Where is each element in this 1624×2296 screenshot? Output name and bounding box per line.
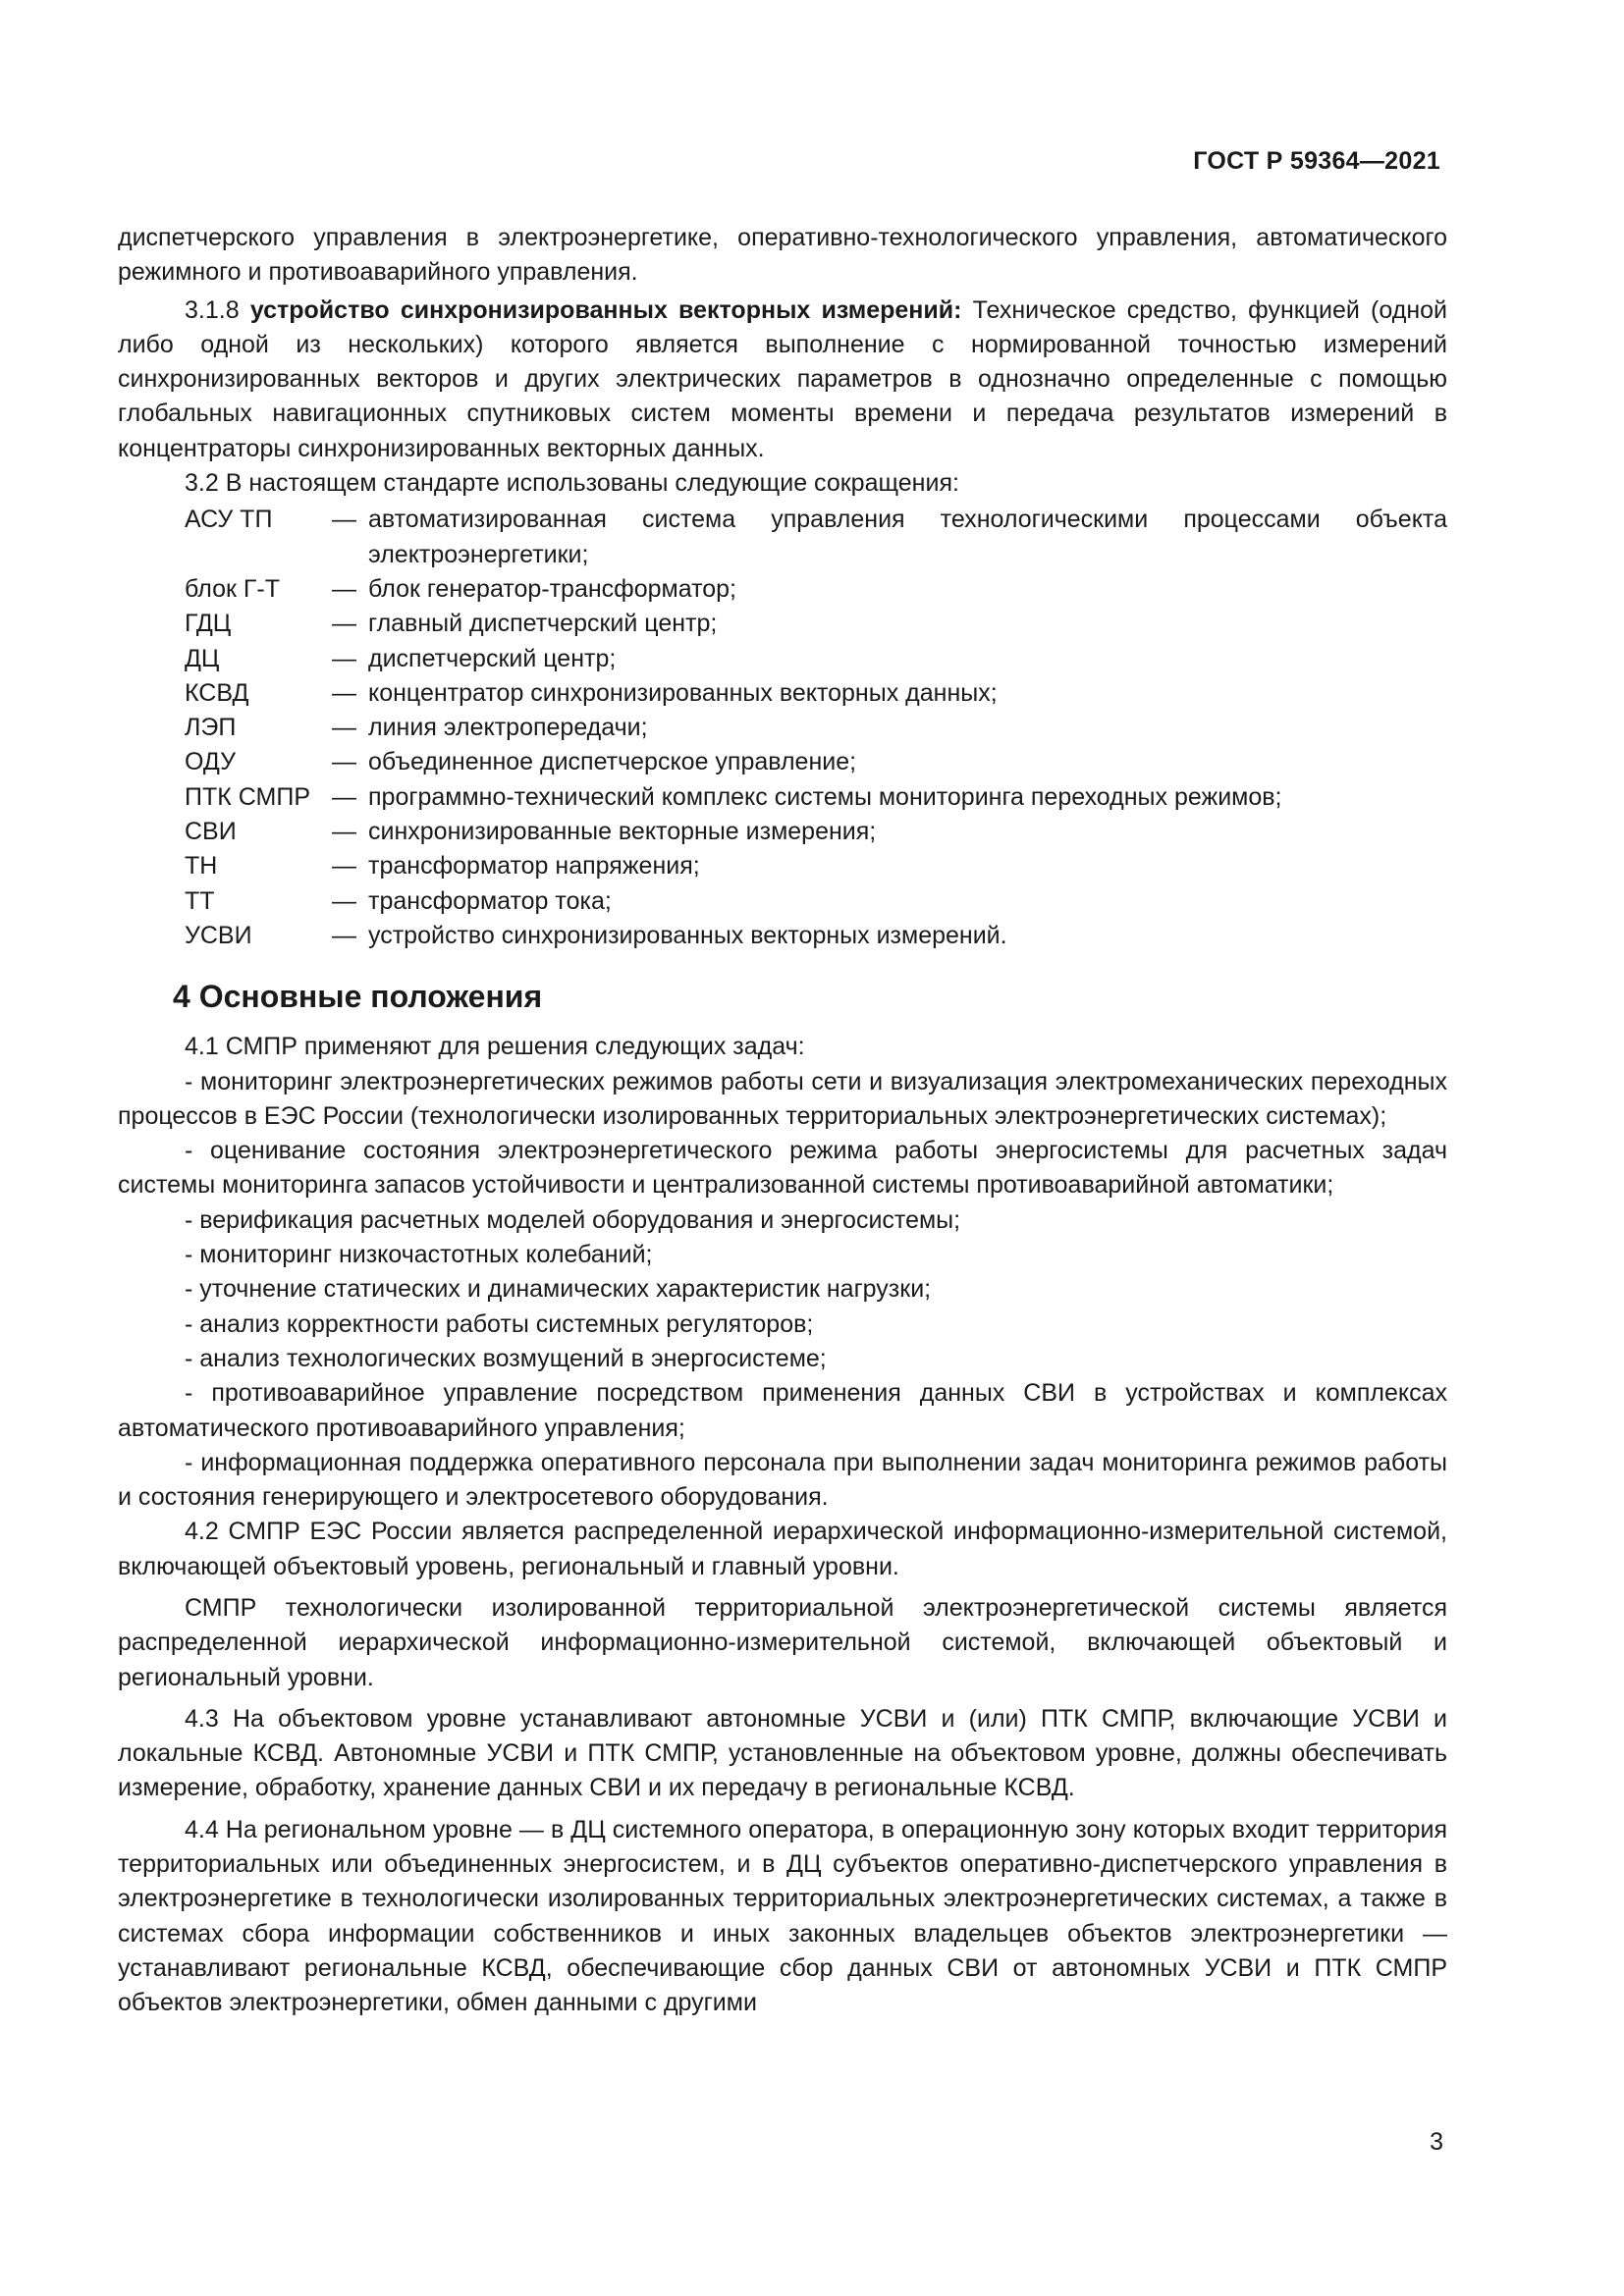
abbreviation-definition: главный диспетчерский центр; bbox=[368, 610, 718, 638]
paragraph-4-4: 4.4 На региональном уровне — в ДЦ системного оператора, в операционную зону которых входит территория территориальных или объединенных энергосистем, и в ДЦ субъектов оперативно-диспетчерского управления в электроэнергетике в технологически изолированных территориальных электроэнергетических системах, а также в системах сбора информации собственников и иных законных владельцев объектов электроэнергетики — устанавливают региональные КСВД, обеспечивающие сбор данных СВИ от автономных УСВИ и ПТК СМПР объектов электроэнергетики, обмен данными с другими bbox=[118, 1815, 1447, 2017]
abbreviation-dash: — bbox=[332, 748, 356, 776]
abbreviation-code: СВИ bbox=[185, 818, 237, 846]
abbreviation-code: блок Г-Т bbox=[185, 574, 280, 603]
abbreviation-code: ОДУ bbox=[185, 748, 236, 776]
abbreviation-row bbox=[185, 503, 1447, 572]
abbreviations-list bbox=[185, 503, 1447, 953]
abbreviation-row bbox=[185, 711, 1447, 745]
definition-text: Техническое средство, функцией (одной либо одной из нескольких) которого является выполнение с нормированной точностью измерений синхронизированных векторов и других электрических параметров в однозначно определенные с помощью глобальных навигационных спутниковых систем моменты времени и передача результатов измерений в концентраторы синхронизированных векторных данных. bbox=[118, 295, 1447, 462]
abbreviation-row bbox=[185, 607, 1447, 641]
abbreviation-definition: трансформатор тока; bbox=[368, 886, 612, 915]
document-body bbox=[118, 221, 1447, 2021]
abbreviation-dash: — bbox=[332, 852, 356, 881]
task-item: - анализ технологических возмущений в энергосистеме; bbox=[185, 1344, 827, 1372]
abbreviation-code: КСВД bbox=[185, 678, 249, 707]
task-item: - анализ корректности работы системных регуляторов; bbox=[185, 1309, 814, 1338]
abbreviation-definition: блок генератор-трансформатор; bbox=[368, 574, 736, 603]
abbreviation-dash: — bbox=[332, 921, 356, 949]
task-item: - мониторинг электроэнергетических режимов работы сети и визуализация электромеханических переходных процессов в ЕЭС России (технологически изолированных территориальных электроэнергетических системах); bbox=[118, 1067, 1447, 1130]
abbreviations-intro: 3.2 В настоящем стандарте использованы следующие сокращения: bbox=[185, 469, 959, 498]
abbreviation-dash: — bbox=[332, 678, 356, 707]
abbreviation-code: ПТК СМПР bbox=[185, 782, 310, 811]
abbreviation-definition: диспетчерский центр; bbox=[368, 644, 617, 672]
abbreviation-row bbox=[185, 745, 1447, 779]
paragraph-4-2-continued: СМПР технологически изолированной территориальной электроэнергетической системы является распределенной иерархической информационно-измерительной системой, включающей объектовый и региональный уровни. bbox=[118, 1593, 1447, 1691]
abbreviation-row bbox=[185, 676, 1447, 711]
paragraph-4-1-intro: 4.1 СМПР применяют для решения следующих задач: bbox=[185, 1033, 805, 1061]
abbreviation-definition: линия электропередачи; bbox=[368, 714, 648, 742]
task-item: - мониторинг низкочастотных колебаний; bbox=[185, 1241, 653, 1269]
task-item: - информационная поддержка оперативного персонала при выполнении задач мониторинга режимов работы и состояния генерирующего и электросетевого оборудования. bbox=[118, 1448, 1447, 1512]
abbreviation-definition: автоматизированная система управления технологическими процессами объекта электроэнергетики; bbox=[368, 506, 1447, 568]
abbreviation-code: ТТ bbox=[185, 886, 215, 915]
abbreviation-code: ЛЭП bbox=[185, 714, 237, 742]
definition-term: устройство синхронизированных векторных измерений: bbox=[249, 295, 962, 324]
paragraph-4-2: 4.2 СМПР ЕЭС России является распределенной иерархической информационно-измерительной системой, включающей объектовый уровень, региональный и главный уровни. bbox=[118, 1518, 1447, 1580]
standard-code-header: ГОСТ Р 59364—2021 bbox=[1193, 147, 1440, 175]
section-4-heading: 4 Основные положения bbox=[173, 979, 543, 1015]
continuation-paragraph: диспетчерского управления в электроэнергетике, оперативно-технологического управления, автоматического режимного и противоаварийного управления. bbox=[118, 224, 1447, 287]
abbreviation-code: ТН bbox=[185, 852, 218, 881]
abbreviation-code: ГДЦ bbox=[185, 610, 232, 638]
abbreviation-row bbox=[185, 815, 1447, 849]
abbreviation-definition: устройство синхронизированных векторных измерений. bbox=[368, 921, 1007, 949]
abbreviation-dash: — bbox=[332, 782, 356, 811]
abbreviation-dash: — bbox=[332, 886, 356, 915]
abbreviation-code: УСВИ bbox=[185, 921, 252, 949]
task-item: - верификация расчетных моделей оборудования и энергосистемы; bbox=[185, 1205, 961, 1234]
abbreviation-dash: — bbox=[332, 574, 356, 603]
abbreviation-definition: объединенное диспетчерское управление; bbox=[368, 748, 857, 776]
abbreviation-definition: синхронизированные векторные измерения; bbox=[368, 818, 877, 846]
abbreviation-dash: — bbox=[332, 506, 356, 534]
abbreviation-row bbox=[185, 642, 1447, 676]
abbreviation-dash: — bbox=[332, 610, 356, 638]
abbreviation-row bbox=[185, 919, 1447, 953]
abbreviation-code: ДЦ bbox=[185, 644, 220, 672]
paragraph-4-3: 4.3 На объектовом уровне устанавливают автономные УСВИ и (или) ПТК СМПР, включающие УСВИ и локальные КСВД. Автономные УСВИ и ПТК СМПР, установленные на объектовом уровне, должны обеспечивать измерение, обработку, хранение данных СВИ и их передачу в региональные КСВД. bbox=[118, 1704, 1447, 1802]
abbreviation-definition: программно-технический комплекс системы мониторинга переходных режимов; bbox=[368, 782, 1282, 811]
task-item: - оценивание состояния электроэнергетического режима работы энергосистемы для расчетных задач системы мониторинга запасов устойчивости и централизованной системы противоаварийной автоматики; bbox=[118, 1137, 1447, 1200]
abbreviation-definition: трансформатор напряжения; bbox=[368, 852, 700, 881]
abbreviation-definition: концентратор синхронизированных векторных данных; bbox=[368, 678, 998, 707]
task-item: - уточнение статических и динамических характеристик нагрузки; bbox=[185, 1275, 932, 1304]
abbreviation-row bbox=[185, 884, 1447, 919]
page-number: 3 bbox=[1430, 2128, 1443, 2156]
task-item: - противоаварийное управление посредством применения данных СВИ в устройствах и комплексах автоматического противоаварийного управления; bbox=[118, 1379, 1447, 1442]
definition-number: 3.1.8 bbox=[185, 295, 240, 324]
abbreviation-dash: — bbox=[332, 714, 356, 742]
abbreviation-row bbox=[185, 780, 1447, 815]
abbreviation-row bbox=[185, 849, 1447, 883]
definition-3-1-8 bbox=[118, 294, 1447, 466]
abbreviation-dash: — bbox=[332, 644, 356, 672]
abbreviation-row bbox=[185, 572, 1447, 607]
abbreviation-dash: — bbox=[332, 818, 356, 846]
abbreviation-code: АСУ ТП bbox=[185, 506, 273, 534]
